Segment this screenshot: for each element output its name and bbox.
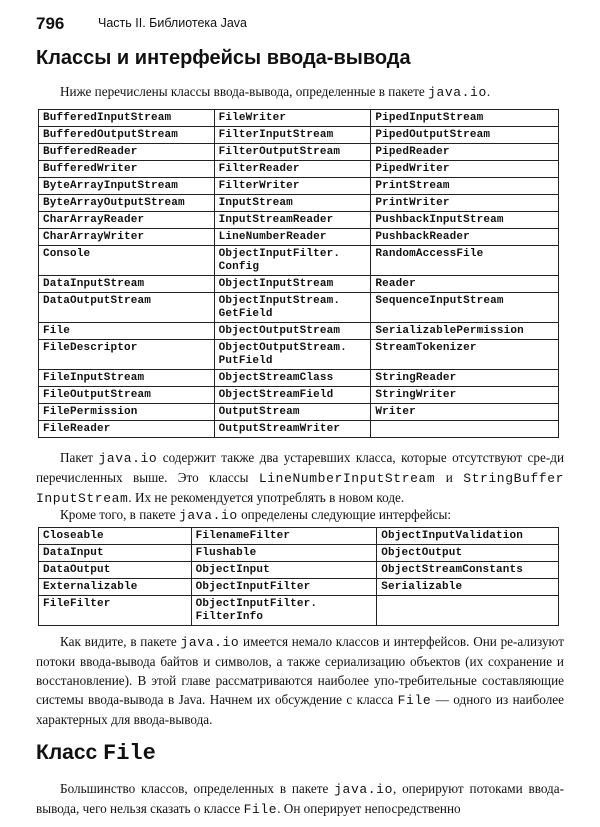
table-cell: DataInput xyxy=(39,545,192,562)
table-cell: PushbackReader xyxy=(371,229,559,246)
interface-row xyxy=(39,545,559,562)
class-row xyxy=(39,246,559,276)
table-cell: FileWriter xyxy=(214,110,371,127)
class-row xyxy=(39,212,559,229)
interface-row xyxy=(39,528,559,545)
table-cell: FilePermission xyxy=(39,404,215,421)
table-cell: ByteArrayInputStream xyxy=(39,178,215,195)
obsolete-classes-paragraph xyxy=(36,448,564,508)
table-cell: FilenameFilter xyxy=(191,528,377,545)
table-cell: PrintStream xyxy=(371,178,559,195)
table-cell: PrintWriter xyxy=(371,195,559,212)
table-cell: RandomAccessFile xyxy=(371,246,559,276)
table-cell: ObjectInputStream. GetField xyxy=(214,293,371,323)
table-cell: Writer xyxy=(371,404,559,421)
classes-table xyxy=(38,109,559,438)
table-cell: FilterWriter xyxy=(214,178,371,195)
interface-row xyxy=(39,596,559,626)
table-cell: LineNumberReader xyxy=(214,229,371,246)
p3-t2: определены следующие интерфейсы: xyxy=(237,507,452,522)
p2-t2: содержит также два устаревших класса, которые отсутствуют сре-ди перечисленных выше. Это классы xyxy=(36,450,565,485)
running-header: Часть II. Библиотека Java xyxy=(98,16,247,30)
table-cell: PipedReader xyxy=(371,144,559,161)
table-cell: PipedOutputStream xyxy=(371,127,559,144)
p4-t1: Как видите, в пакете xyxy=(60,634,181,649)
table-cell: ObjectOutput xyxy=(377,545,559,562)
table-cell: ObjectStreamConstants xyxy=(377,562,559,579)
table-cell: ObjectInputFilter xyxy=(191,579,377,596)
table-cell: FilterInputStream xyxy=(214,127,371,144)
p5-c1: java.io xyxy=(334,782,393,797)
table-cell: DataInputStream xyxy=(39,276,215,293)
class-row xyxy=(39,293,559,323)
file-heading-text: Класс xyxy=(36,741,104,764)
table-cell: FileDescriptor xyxy=(39,340,215,370)
class-row xyxy=(39,110,559,127)
table-cell: Externalizable xyxy=(39,579,192,596)
table-cell: PipedWriter xyxy=(371,161,559,178)
file-class-paragraph xyxy=(36,779,564,819)
table-cell: ObjectStreamClass xyxy=(214,370,371,387)
table-cell: FileOutputStream xyxy=(39,387,215,404)
table-cell: ObjectStreamField xyxy=(214,387,371,404)
interfaces-table-body xyxy=(39,528,559,626)
p4-t3: — одного из наиболее характерных для ввода-вывода. xyxy=(36,692,565,727)
p2-c1: java.io xyxy=(98,451,158,466)
summary-paragraph xyxy=(36,632,564,729)
table-cell: BufferedWriter xyxy=(39,161,215,178)
class-row xyxy=(39,370,559,387)
table-cell: PipedInputStream xyxy=(371,110,559,127)
class-row xyxy=(39,161,559,178)
interfaces-table xyxy=(38,527,559,626)
table-cell: InputStream xyxy=(214,195,371,212)
p5-t1: Большинство классов, определенных в пакете xyxy=(60,781,335,796)
interface-row xyxy=(39,562,559,579)
table-cell: ObjectOutputStream. PutField xyxy=(214,340,371,370)
class-row xyxy=(39,387,559,404)
table-cell: OutputStream xyxy=(214,404,371,421)
p4-c1: java.io xyxy=(180,635,240,650)
interfaces-intro-paragraph xyxy=(36,505,564,525)
file-class-heading xyxy=(36,741,156,766)
class-row xyxy=(39,276,559,293)
intro-end: . xyxy=(486,84,491,99)
table-cell: ObjectInput xyxy=(191,562,377,579)
p4-t2: имеется немало классов и интерфейсов. Они ре-ализуют потоки ввода-вывода байтов и символов, а также сериализацию объектов (их сохранение и восстановление). В этой главе рассматриваются наиболее упо-требительные составляющие системы ввода-вывода в Java. Начнем их обсуждение с класса xyxy=(36,634,564,707)
p5-t3: . Он оперирует непосредственно xyxy=(277,801,461,816)
class-row xyxy=(39,404,559,421)
class-row xyxy=(39,144,559,161)
class-row xyxy=(39,178,559,195)
p2-t4: . Их не рекомендуется употреблять в новом коде. xyxy=(128,490,405,505)
class-row xyxy=(39,421,559,438)
section-heading: Классы и интерфейсы ввода-вывода xyxy=(36,47,411,69)
table-cell: ObjectInputFilter. FilterInfo xyxy=(191,596,377,626)
table-cell: Serializable xyxy=(377,579,559,596)
p5-c2: File xyxy=(243,802,278,817)
table-cell: StreamTokenizer xyxy=(371,340,559,370)
class-row xyxy=(39,340,559,370)
p2-c3: StringBuffer InputStream xyxy=(36,471,565,506)
table-cell: BufferedInputStream xyxy=(39,110,215,127)
table-cell xyxy=(377,596,559,626)
p2-c2: LineNumberInputStream xyxy=(258,471,436,486)
p4-c2: File xyxy=(397,693,432,708)
class-row xyxy=(39,229,559,246)
class-row xyxy=(39,127,559,144)
table-cell: SequenceInputStream xyxy=(371,293,559,323)
table-cell: FileInputStream xyxy=(39,370,215,387)
table-cell: Console xyxy=(39,246,215,276)
classes-table-body xyxy=(39,110,559,438)
table-cell: InputStreamReader xyxy=(214,212,371,229)
intro-text: Ниже перечислены классы ввода-вывода, определенные в пакете xyxy=(60,84,429,99)
table-cell: FilterOutputStream xyxy=(214,144,371,161)
table-cell: Flushable xyxy=(191,545,377,562)
p2-t1: Пакет xyxy=(60,450,99,465)
table-cell: DataOutputStream xyxy=(39,293,215,323)
file-heading-code: File xyxy=(103,741,156,766)
table-cell: CharArrayReader xyxy=(39,212,215,229)
table-cell: CharArrayWriter xyxy=(39,229,215,246)
table-cell: Reader xyxy=(371,276,559,293)
page-number: 796 xyxy=(36,14,65,33)
p3-c1: java.io xyxy=(178,508,238,523)
table-cell xyxy=(371,421,559,438)
table-cell: FileFilter xyxy=(39,596,192,626)
table-cell: ObjectOutputStream xyxy=(214,323,371,340)
table-cell: ObjectInputStream xyxy=(214,276,371,293)
table-cell: OutputStreamWriter xyxy=(214,421,371,438)
table-cell: ObjectInputValidation xyxy=(377,528,559,545)
table-cell: ObjectInputFilter. Config xyxy=(214,246,371,276)
table-cell: StringReader xyxy=(371,370,559,387)
class-row xyxy=(39,323,559,340)
table-cell: BufferedReader xyxy=(39,144,215,161)
table-cell: FilterReader xyxy=(214,161,371,178)
table-cell: BufferedOutputStream xyxy=(39,127,215,144)
table-cell: DataOutput xyxy=(39,562,192,579)
p5-t2: , оперируют потоками ввода-вывода, чего нельзя сказать о классе xyxy=(36,781,564,816)
table-cell: PushbackInputStream xyxy=(371,212,559,229)
table-cell: Closeable xyxy=(39,528,192,545)
table-cell: ByteArrayOutputStream xyxy=(39,195,215,212)
table-cell: StringWriter xyxy=(371,387,559,404)
interface-row xyxy=(39,579,559,596)
table-cell: FileReader xyxy=(39,421,215,438)
class-row xyxy=(39,195,559,212)
p2-t3: и xyxy=(435,470,464,485)
table-cell: SerializablePermission xyxy=(371,323,559,340)
intro-code: java.io xyxy=(428,85,487,100)
table-cell: File xyxy=(39,323,215,340)
p3-t1: Кроме того, в пакете xyxy=(60,507,179,522)
intro-paragraph xyxy=(36,82,564,102)
